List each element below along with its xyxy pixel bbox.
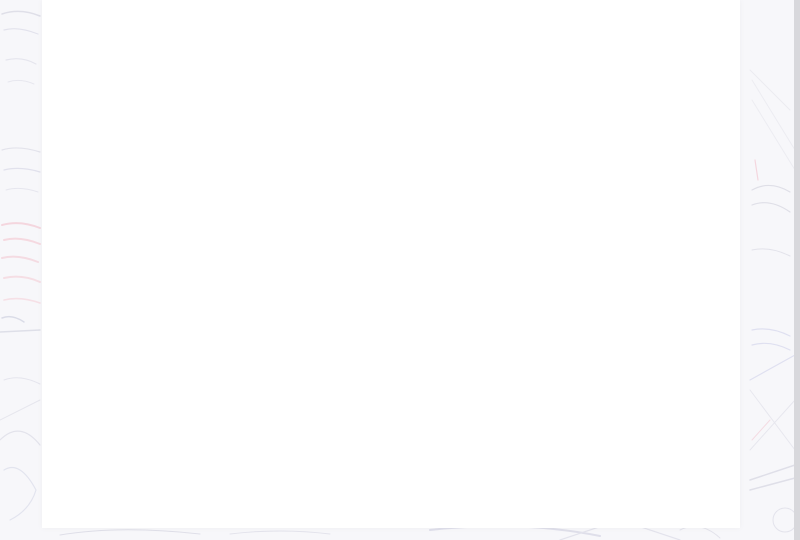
email-content-panel	[42, 0, 740, 528]
scrollbar-track[interactable]	[794, 0, 800, 540]
